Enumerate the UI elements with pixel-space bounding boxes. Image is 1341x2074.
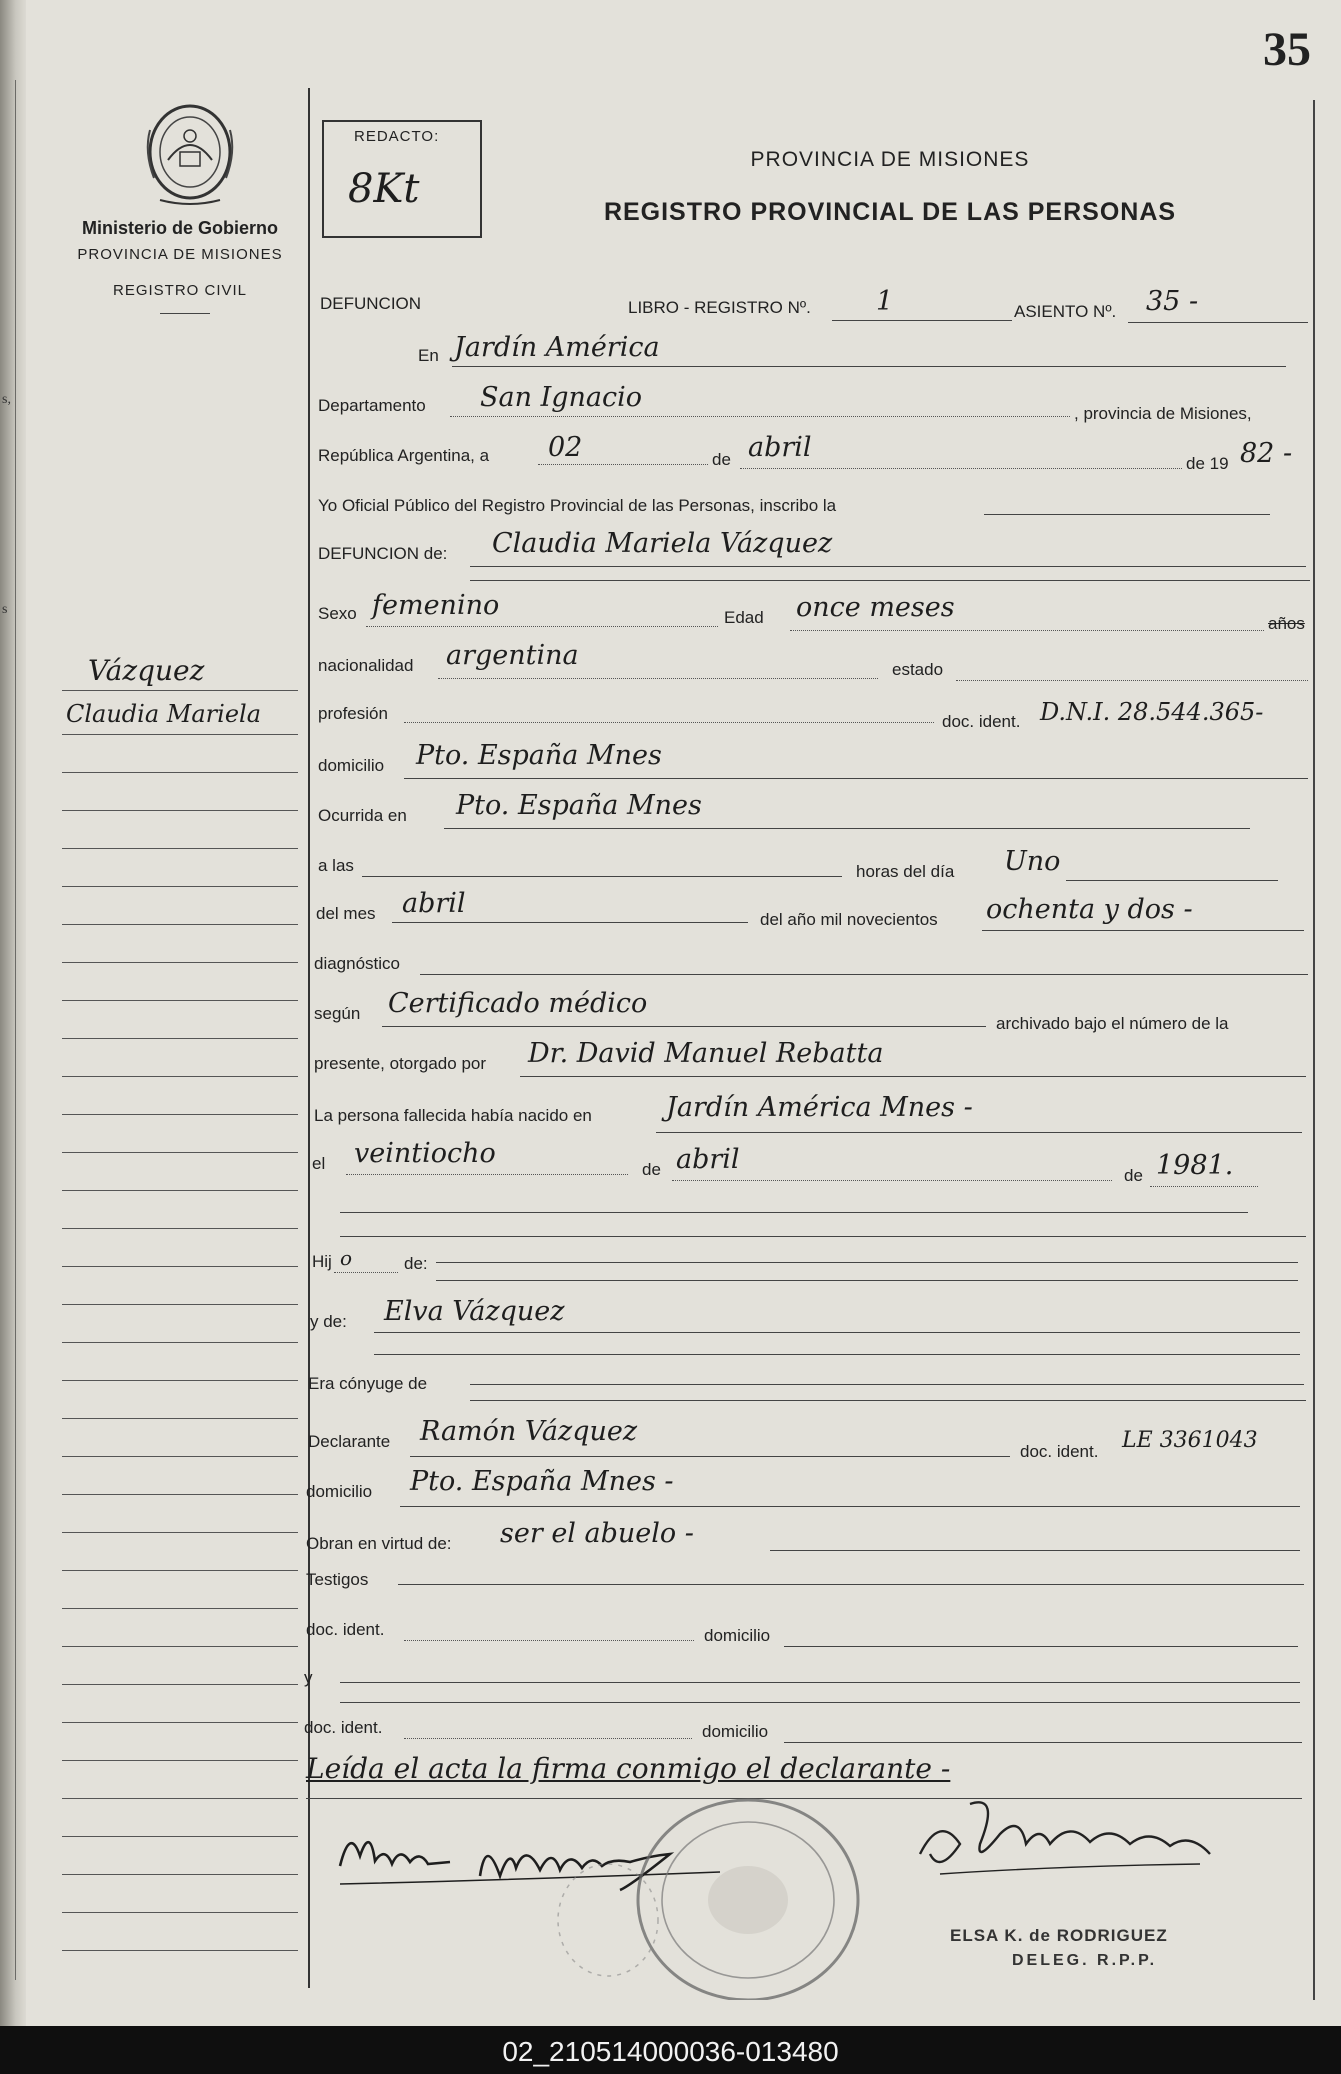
provincia-label: , provincia de Misiones, [1074, 404, 1252, 423]
ano-value: 82 - [1240, 438, 1293, 469]
doc-fallecido-value: D.N.I. 28.544.365- [1040, 698, 1264, 726]
dia-nacimiento-value: veintiocho [354, 1138, 496, 1169]
page-number: 35 [1263, 23, 1311, 76]
registry-civil-label: REGISTRO CIVIL [112, 282, 248, 299]
margin-rule-line [62, 690, 298, 691]
sexo-value: femenino [372, 590, 500, 621]
ministry-title: Ministerio de Gobierno [81, 218, 278, 238]
scan-id: 02_210514000036-013480 [502, 2036, 839, 2067]
lugar-nacimiento-value: Jardín América Mnes - [666, 1092, 973, 1123]
yo-oficial-label: Yo Oficial Público del Registro Provincial de las Personas, inscribo la [318, 496, 837, 515]
margin-given-names: Claudia Mariela [66, 700, 261, 728]
horas-del-dia-value: Uno [1004, 846, 1061, 877]
domicilio-testigo-label: domicilio [704, 1626, 771, 1645]
archivado-label: archivado bajo el número de la [996, 1014, 1229, 1033]
del-mes-label: del mes [316, 904, 376, 923]
redacto-label: REDACTO: [354, 128, 440, 145]
diagnostico-label: diagnóstico [314, 954, 401, 973]
departamento-value: San Ignacio [480, 382, 643, 413]
header-province: PROVINCIA DE MISIONES [750, 148, 1030, 171]
presente-label: presente, otorgado por [314, 1054, 487, 1073]
margin-surname: Vázquez [88, 654, 205, 687]
de-label: de [1124, 1166, 1143, 1185]
nacionalidad-value: argentina [446, 640, 579, 671]
estado-label: estado [892, 660, 944, 679]
spine-rule [15, 80, 16, 1980]
de-colon-label: de: [404, 1254, 428, 1273]
de-label: de [712, 450, 731, 469]
declarante-label: Declarante [308, 1432, 391, 1451]
y-label: y [304, 1668, 313, 1687]
ocurrida-en-label: Ocurrida en [318, 806, 407, 825]
provincial-coat-of-arms-icon [140, 100, 240, 208]
registry-stamp-icon [548, 1790, 888, 2000]
asiento-value: 35 - [1146, 286, 1199, 317]
republica-label: República Argentina, a [318, 446, 490, 465]
lectura-text: Leída el acta la firma conmigo el declarante - [306, 1752, 951, 1785]
ano-nacimiento-value: 1981. [1156, 1150, 1234, 1181]
domicilio-value: Pto. España Mnes [416, 740, 662, 771]
departamento-label: Departamento [318, 396, 426, 415]
y-de-label: y de: [310, 1312, 347, 1331]
de-19-label: de 19 [1186, 454, 1229, 473]
defuncion-de-label: DEFUNCION de: [318, 544, 448, 563]
horas-del-dia-label: horas del día [856, 862, 955, 881]
lugar-value: Jardín América [454, 332, 660, 363]
edge-character: s [2, 602, 8, 617]
testigos-label: Testigos [306, 1570, 369, 1589]
edge-character: s, [2, 392, 11, 407]
nacido-en-label: La persona fallecida había nacido en [314, 1106, 592, 1125]
header-registry-title: REGISTRO PROVINCIAL DE LAS PERSONAS [603, 198, 1177, 226]
official-name: ELSA K. de RODRIGUEZ [950, 1926, 1168, 1945]
record-type-label: DEFUNCION [320, 294, 422, 313]
obran-value: ser el abuelo - [500, 1518, 694, 1549]
conyuge-label: Era cónyuge de [308, 1374, 428, 1393]
domicilio-declarante-value: Pto. España Mnes - [410, 1466, 674, 1497]
de-label: de [642, 1160, 661, 1179]
anos-label: años [1268, 614, 1305, 633]
mes-nacimiento-value: abril [676, 1144, 740, 1175]
doc-ident-testigo-label: doc. ident. [304, 1718, 383, 1737]
ocurrida-en-value: Pto. España Mnes [456, 790, 702, 821]
margin-rule [308, 88, 310, 1988]
del-ano-label: del año mil novecientos [760, 910, 938, 929]
dia-value: 02 [548, 432, 583, 463]
redacto-box [322, 120, 482, 238]
segun-label: según [314, 1004, 361, 1023]
otorgado-por-value: Dr. David Manuel Rebatta [528, 1038, 884, 1069]
segun-value: Certificado médico [388, 988, 648, 1019]
madre-value: Elva Vázquez [384, 1296, 565, 1327]
fallecido-value: Claudia Mariela Vázquez [492, 528, 833, 559]
obran-label: Obran en virtud de: [306, 1534, 452, 1553]
redacto-value: 8Kt [348, 166, 420, 212]
right-rule [1313, 100, 1315, 2000]
official-title: DELEG. R.P.P. [1012, 1952, 1158, 1969]
hij-label: Hij [312, 1252, 332, 1271]
libro-label: LIBRO - REGISTRO Nº. [628, 298, 811, 317]
book-spine [0, 0, 26, 2026]
edad-value: once meses [796, 592, 955, 623]
sexo-label: Sexo [318, 604, 357, 623]
el-label: el [312, 1154, 326, 1173]
profesion-label: profesión [318, 704, 388, 723]
del-ano-value: ochenta y dos - [986, 894, 1193, 925]
declarante-value: Ramón Vázquez [420, 1416, 638, 1447]
doc-ident-declarante-label: doc. ident. [1020, 1442, 1099, 1461]
libro-value: 1 [876, 286, 894, 317]
domicilio-testigo-label: domicilio [702, 1722, 769, 1741]
a-las-label: a las [318, 856, 354, 875]
divider [160, 313, 210, 314]
doc-ident-testigo-label: doc. ident. [306, 1620, 385, 1639]
hij-suffix: o [340, 1246, 353, 1270]
edad-label: Edad [724, 608, 764, 627]
doc-ident-label: doc. ident. [942, 712, 1021, 731]
del-mes-value: abril [402, 888, 466, 919]
mes-value: abril [748, 432, 812, 463]
province-label: PROVINCIA DE MISIONES [77, 246, 283, 263]
en-label: En [418, 346, 439, 365]
domicilio-label: domicilio [318, 756, 385, 775]
official-signature [900, 1784, 1240, 1894]
margin-rule-line [62, 734, 298, 735]
domicilio-declarante-label: domicilio [306, 1482, 373, 1501]
nacionalidad-label: nacionalidad [318, 656, 414, 675]
doc-declarante-value: LE 3361043 [1122, 1428, 1258, 1453]
asiento-label: ASIENTO Nº. [1014, 302, 1117, 321]
